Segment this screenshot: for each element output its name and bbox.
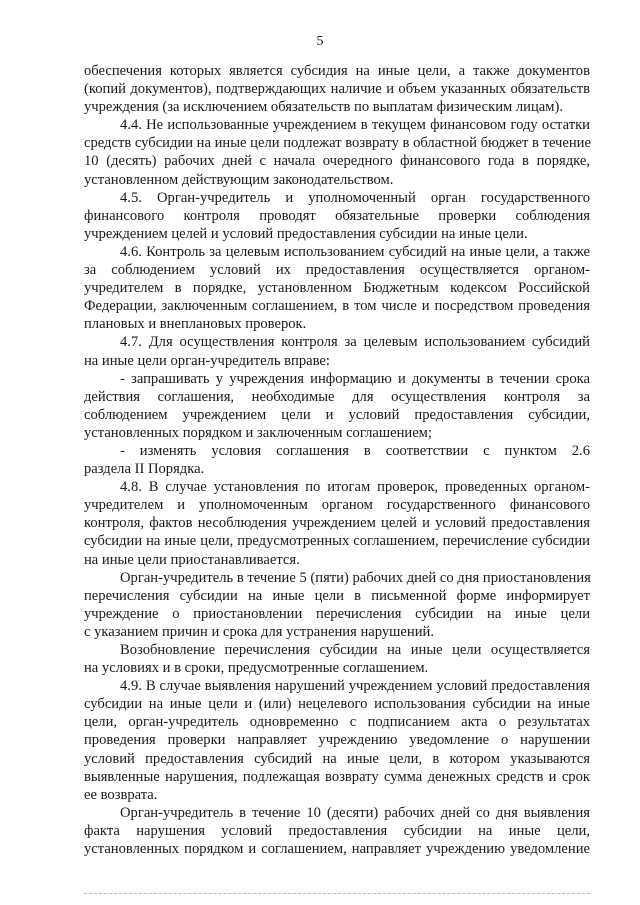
text-line: действия соглашения, необходимые для осуществления контроля за <box>84 388 590 405</box>
page-number: 5 <box>316 34 324 49</box>
text-line: на иные цели приостанавливается. <box>84 551 300 568</box>
text-line: с указанием причин и срока для устранения нарушений. <box>84 623 434 640</box>
footer-scan-rule <box>84 893 590 894</box>
text-line: финансового контроля проводят обязательные проверки соблюдения <box>84 207 590 224</box>
text-line: средств субсидии на иные цели подлежат возврату в областной бюджет в течение <box>84 135 591 152</box>
text-line: 4.6. Контроль за целевым использованием субсидий на иные цели, а также <box>120 243 590 260</box>
text-line: проведения проверки направляет учреждению уведомление о нарушении <box>84 732 590 749</box>
text-line: Орган-учредитель в течение 10 (десяти) рабочих дней со дня выявления <box>120 804 590 821</box>
text-line: 4.4. Не использованные учреждением в текущем финансовом году остатки <box>120 117 590 134</box>
text-line: обеспечения которых является субсидия на иные цели, а также документов <box>84 63 590 79</box>
text-line: контроля, фактов несоблюдения учреждением целей и условий предоставления <box>84 515 590 532</box>
text-line: за соблюдением условий их предоставления осуществляется органом- <box>84 262 590 279</box>
text-line: на иные цели орган-учредитель вправе: <box>84 352 330 369</box>
text-line: субсидии на иные цели и (или) нецелевого использования субсидии на иные <box>84 696 590 713</box>
text-line: - запрашивать у учреждения информацию и документы в течении срока <box>120 370 590 387</box>
text-line: установленном действующим законодательством. <box>84 171 394 188</box>
text-line: учредителем и уполномоченным органом государственного финансового <box>84 497 590 514</box>
document-body <box>84 62 590 858</box>
text-line: условий предоставления субсидий на иные цели, в котором указываются <box>84 750 590 767</box>
text-line: цели, орган-учредитель одновременно с подписанием акта о результатах <box>84 714 590 731</box>
text-line: учреждением целей и условий предоставления субсидии на иные цели. <box>84 225 528 242</box>
text-line: Федерации, заключенным соглашением, в том числе и посредством проведения <box>84 298 590 315</box>
text-line: установленных порядком и соглашением, направляет учреждению уведомление <box>84 841 590 858</box>
text-line: ее возврата. <box>84 786 158 803</box>
text-line: Орган-учредитель в течение 5 (пяти) рабочих дней со дня приостановления <box>120 569 591 586</box>
text-line: на условиях и в сроки, предусмотренные соглашением. <box>84 660 429 677</box>
text-line: 10 (десять) рабочих дней с начала очередного финансового года в порядке, <box>84 153 590 170</box>
text-line: 4.5. Орган-учредитель и уполномоченный орган государственного <box>120 189 590 206</box>
text-line: перечисления субсидии на иные цели в письменной форме информирует <box>84 587 590 604</box>
text-line: 4.7. Для осуществления контроля за целевым использованием субсидий <box>120 334 590 351</box>
text-line: учреждение о приостановлении перечисления субсидии на иные цели <box>84 605 590 622</box>
text-line: факта нарушения условий предоставления субсидии на иные цели, <box>84 822 590 839</box>
text-line: - изменять условия соглашения в соответствии с пунктом 2.6 <box>120 442 590 459</box>
text-line: субсидии на иные цели, предусмотренных соглашением, перечисление субсидии <box>84 533 590 550</box>
text-line: раздела II Порядка. <box>84 461 205 478</box>
text-line: выявленные нарушения, подлежащая возврату сумма денежных средств и срок <box>84 768 590 785</box>
text-line: установленных порядком и заключенным соглашением; <box>84 424 432 441</box>
text-line: учреждения (за исключением обязательств по выплатам физическим лицам). <box>84 99 564 116</box>
text-line: Возобновление перечисления субсидии на иные цели осуществляется <box>120 642 590 658</box>
text-line: 4.8. В случае установления по итогам проверок, проведенных органом- <box>120 479 590 496</box>
text-line: плановых и внеплановых проверок. <box>84 316 307 333</box>
text-line: 4.9. В случае выявления нарушений учреждением условий предоставления <box>120 678 590 695</box>
text-line: соблюдением учреждением цели и условий предоставления субсидии, <box>84 406 590 423</box>
text-line: учредителем в порядке, установленном Бюджетным кодексом Российской <box>84 280 590 297</box>
text-line: (копий документов), подтверждающих наличие и объем указанных обязательств <box>84 81 590 98</box>
